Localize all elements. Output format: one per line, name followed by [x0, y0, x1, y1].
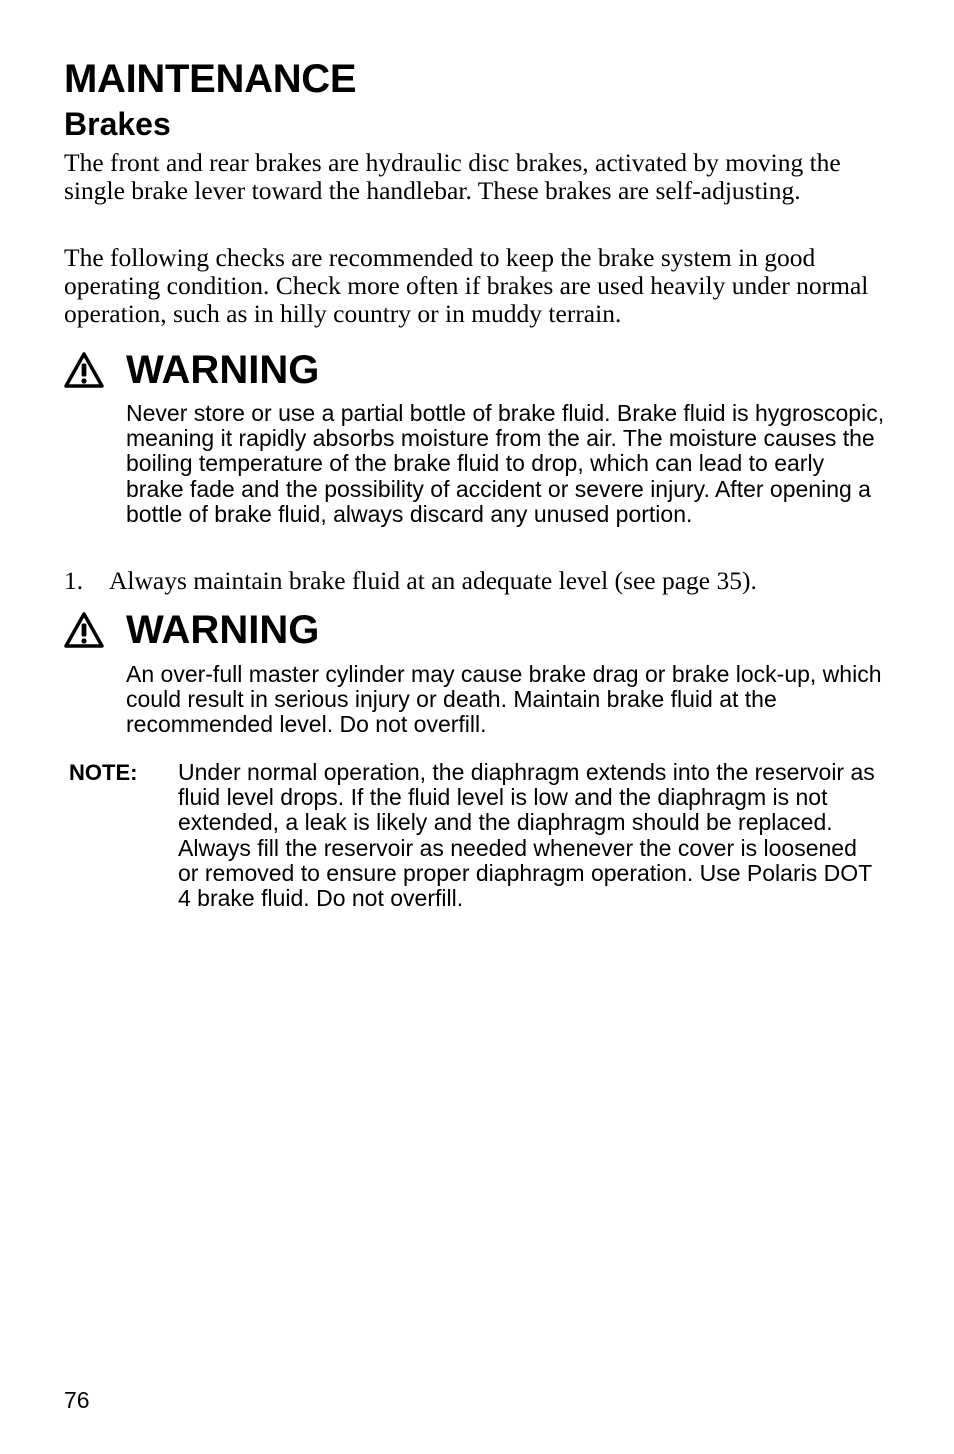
list-text: Always maintain brake fluid at an adequate level (see page 35).: [109, 566, 757, 595]
warning-label: WARNING: [126, 348, 320, 392]
checks-paragraph: The following checks are recommended to keep the brake system in good operating condition. Check more often if brakes are used heavily under normal operation, such as in hilly country or in muddy terrain.: [64, 243, 869, 328]
warning-label: WARNING: [126, 608, 320, 652]
list-number: 1.: [64, 566, 84, 595]
page-number: 76: [64, 1387, 90, 1413]
warning-heading: [64, 345, 320, 395]
warning-triangle-icon: [64, 352, 104, 388]
intro-paragraph: The front and rear brakes are hydraulic disc brakes, activated by moving the single brake lever toward the handlebar. These brakes are self-adjusting.: [64, 148, 841, 205]
page-title: MAINTENANCE: [64, 57, 357, 101]
warning-heading: [64, 605, 320, 655]
note-text: Under normal operation, the diaphragm extends into the reservoir as fluid level drops. If the fluid level is low and the diaphragm is not extended, a leak is likely and the diaphragm should be replaced. Always fill the reservoir as needed whenever the cover is loosened or removed to ensure proper diaphragm operation. Use Polaris DOT 4 brake fluid. Do not overfill.: [178, 759, 875, 912]
warning-text: Never store or use a partial bottle of brake fluid. Brake fluid is hygroscopic, meaning it rapidly absorbs moisture from the air. The moisture causes the boiling temperature of the brake fluid to drop, which can lead to early brake fade and the possibility of accident or severe injury. After opening a bottle of brake fluid, always discard any unused portion.: [126, 400, 885, 527]
warning-text: An over-full master cylinder may cause brake drag or brake lock-up, which could result in serious injury or death. Maintain brake fluid at the recommended level. Do not overfill.: [126, 661, 882, 738]
note-label: NOTE:: [69, 760, 138, 785]
warning-triangle-icon: [64, 612, 104, 648]
section-heading-brakes: Brakes: [64, 106, 171, 142]
